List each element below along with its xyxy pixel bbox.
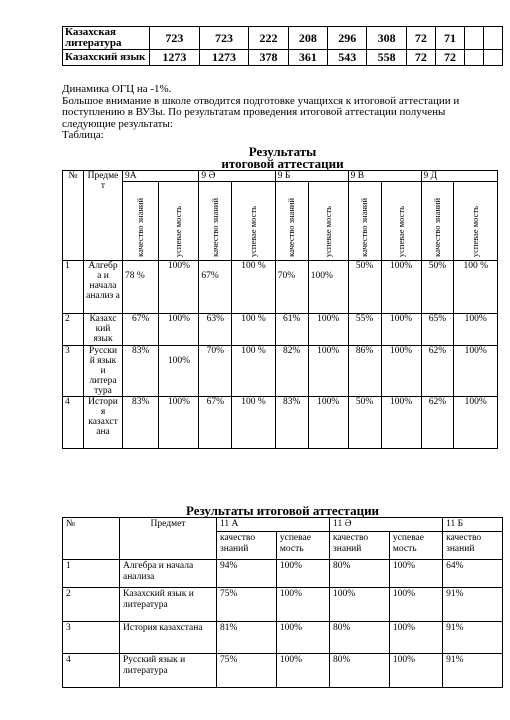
cell: 62% bbox=[421, 346, 454, 397]
cell: 100 % bbox=[232, 397, 275, 449]
cell: 65% bbox=[421, 314, 454, 346]
table-row bbox=[63, 560, 503, 588]
cell: 361 bbox=[288, 50, 327, 66]
table-header-row bbox=[63, 518, 503, 532]
row-num: 3 bbox=[63, 346, 84, 397]
cell: 100% bbox=[454, 346, 498, 397]
empty-cell bbox=[484, 50, 503, 66]
cell: 70% bbox=[199, 346, 232, 397]
sub-success: успевае мость bbox=[232, 182, 275, 261]
row-num: 1 bbox=[63, 560, 120, 588]
cell: 63% bbox=[199, 314, 232, 346]
cell: 723 bbox=[199, 27, 249, 50]
cell: 100% bbox=[276, 622, 329, 654]
table-subheader-row bbox=[63, 182, 498, 261]
cell: 100% bbox=[159, 314, 199, 346]
class-header: 11 Ә bbox=[330, 518, 443, 532]
cell: 100% bbox=[308, 346, 348, 397]
sub-quality: качество знаний bbox=[330, 532, 390, 560]
cell: 378 bbox=[249, 50, 288, 66]
row-num: 2 bbox=[63, 588, 120, 622]
row-subject: Истори я казахст ана bbox=[84, 397, 123, 449]
cell: 55% bbox=[348, 314, 381, 346]
cell: 91% bbox=[443, 622, 503, 654]
cell: 100% bbox=[389, 622, 442, 654]
sub-quality: качество знаний bbox=[421, 182, 454, 261]
cell: 80% bbox=[330, 654, 390, 688]
cell: 1273 bbox=[150, 50, 200, 66]
cell: 100% bbox=[159, 346, 199, 397]
table-row bbox=[63, 27, 503, 50]
col-subject-header: Предме т bbox=[84, 171, 123, 261]
cell: 100% bbox=[389, 654, 442, 688]
enrollment-table bbox=[62, 26, 503, 66]
cell: 100% bbox=[276, 654, 329, 688]
row-num: 3 bbox=[63, 622, 120, 654]
cell: 100% bbox=[454, 397, 498, 449]
text-line: Динамика ОГЦ на -1%. bbox=[62, 83, 172, 95]
cell: 67% bbox=[123, 314, 159, 346]
results-11-title: Результаты итоговой аттестации bbox=[185, 503, 380, 518]
cell: 100 % bbox=[232, 261, 275, 314]
cell: 71 bbox=[435, 27, 464, 50]
row-num: 1 bbox=[63, 261, 84, 314]
sub-success: успевае мость bbox=[389, 532, 442, 560]
table-row bbox=[63, 261, 498, 314]
cell: 80% bbox=[330, 622, 390, 654]
cell: 83% bbox=[275, 397, 308, 449]
cell: 78 % bbox=[123, 261, 159, 314]
row-subject: Алгебра и начала анализа bbox=[120, 560, 217, 588]
sub-success: успевае мость bbox=[454, 182, 498, 261]
cell: 72 bbox=[406, 50, 435, 66]
class-header: 9 В bbox=[348, 171, 421, 182]
cell: 94% bbox=[217, 560, 277, 588]
cell: 72 bbox=[406, 27, 435, 50]
row-subject: Русски й язык и литера тура bbox=[84, 346, 123, 397]
sub-success: успевае мость bbox=[276, 532, 329, 560]
sub-quality: качество знаний bbox=[123, 182, 159, 261]
cell: 86% bbox=[348, 346, 381, 397]
class-header: 9 Б bbox=[275, 171, 348, 182]
class-header: 9 Д bbox=[421, 171, 497, 182]
table-row bbox=[63, 346, 498, 397]
row-subject: История казахстана bbox=[120, 622, 217, 654]
cell: 100% bbox=[389, 588, 442, 622]
cell: 100% bbox=[276, 588, 329, 622]
cell: 100% bbox=[308, 261, 348, 314]
cell: 308 bbox=[367, 27, 406, 50]
class-header: 11 А bbox=[217, 518, 330, 532]
cell: 100% bbox=[381, 346, 421, 397]
table-row bbox=[63, 622, 503, 654]
results-11-table bbox=[62, 517, 503, 688]
cell: 61% bbox=[275, 314, 308, 346]
cell: 75% bbox=[217, 588, 277, 622]
sub-success: успевае мость bbox=[381, 182, 421, 261]
row-subject: Алгебр а и начала анализ а bbox=[84, 261, 123, 314]
table-row bbox=[63, 397, 498, 449]
cell: 64% bbox=[443, 560, 503, 588]
sub-quality: качество знаний bbox=[275, 182, 308, 261]
cell: 50% bbox=[421, 261, 454, 314]
table-row bbox=[63, 50, 503, 66]
sub-success: успевае мость bbox=[159, 182, 199, 261]
row-num: 4 bbox=[63, 654, 120, 688]
class-header: 11 Б bbox=[443, 518, 503, 532]
table-row bbox=[63, 314, 498, 346]
cell: 83% bbox=[123, 397, 159, 449]
cell: 72 bbox=[435, 50, 464, 66]
text-line: Большое внимание в школе отводится подготовке учащихся к итоговой аттестации и bbox=[62, 94, 460, 107]
cell: 100% bbox=[454, 314, 498, 346]
text-line: поступлению в ВУЗы. По результатам проведения итоговой аттестации получены bbox=[62, 106, 446, 119]
cell: 100% bbox=[381, 397, 421, 449]
cell: 100% bbox=[159, 261, 199, 314]
col-subject-header: Предмет bbox=[120, 518, 217, 560]
cell: 100% bbox=[330, 588, 390, 622]
cell: 100 % bbox=[232, 346, 275, 397]
sub-quality: качество знаний bbox=[443, 532, 503, 560]
cell: 67% bbox=[199, 397, 232, 449]
cell: 100% bbox=[159, 397, 199, 449]
class-header: 9А bbox=[123, 171, 199, 182]
col-num-header: № bbox=[63, 171, 84, 261]
cell: 80% bbox=[330, 560, 390, 588]
table-row bbox=[63, 588, 503, 622]
cell: 100% bbox=[308, 314, 348, 346]
intro-paragraph bbox=[62, 84, 482, 142]
cell: 62% bbox=[421, 397, 454, 449]
cell: 100 % bbox=[232, 314, 275, 346]
cell: 67% bbox=[199, 261, 232, 314]
sub-quality: качество знаний bbox=[217, 532, 277, 560]
cell: 91% bbox=[443, 588, 503, 622]
cell: 83% bbox=[123, 346, 159, 397]
empty-cell bbox=[465, 50, 484, 66]
cell: 100 % bbox=[454, 261, 498, 314]
cell: 50% bbox=[348, 397, 381, 449]
sub-quality: качество знаний bbox=[199, 182, 232, 261]
table-header-row bbox=[63, 171, 498, 182]
row-num: 2 bbox=[63, 314, 84, 346]
cell: 75% bbox=[217, 654, 277, 688]
cell: 723 bbox=[150, 27, 200, 50]
results-9-table bbox=[62, 170, 498, 449]
row-subject: Казахский язык и литература bbox=[120, 588, 217, 622]
cell: 100% bbox=[308, 397, 348, 449]
cell: 100% bbox=[389, 560, 442, 588]
table-row bbox=[63, 654, 503, 688]
cell: 70% bbox=[275, 261, 308, 314]
text-line: следующие результаты: bbox=[62, 117, 173, 130]
cell: 222 bbox=[249, 27, 288, 50]
row-subject: Казахс кий язык bbox=[84, 314, 123, 346]
cell: 100% bbox=[381, 261, 421, 314]
row-name: Казахская литература bbox=[63, 27, 150, 50]
cell: 208 bbox=[288, 27, 327, 50]
empty-cell bbox=[465, 27, 484, 50]
cell: 82% bbox=[275, 346, 308, 397]
sub-quality: качество знаний bbox=[348, 182, 381, 261]
cell: 100% bbox=[276, 560, 329, 588]
cell: 543 bbox=[328, 50, 367, 66]
class-header: 9 Ә bbox=[199, 171, 275, 182]
results-9-title: Результаты итоговой аттестации bbox=[221, 144, 344, 171]
row-name: Казахский язык bbox=[63, 50, 150, 66]
cell: 1273 bbox=[199, 50, 249, 66]
empty-cell bbox=[484, 27, 503, 50]
cell: 81% bbox=[217, 622, 277, 654]
col-num-header: № bbox=[63, 518, 120, 560]
row-num: 4 bbox=[63, 397, 84, 449]
sub-success: успевае мость bbox=[308, 182, 348, 261]
cell: 558 bbox=[367, 50, 406, 66]
cell: 91% bbox=[443, 654, 503, 688]
text-line: Таблица: bbox=[62, 129, 104, 142]
cell: 296 bbox=[328, 27, 367, 50]
cell: 50% bbox=[348, 261, 381, 314]
cell: 100% bbox=[381, 314, 421, 346]
row-subject: Русский язык и литература bbox=[120, 654, 217, 688]
